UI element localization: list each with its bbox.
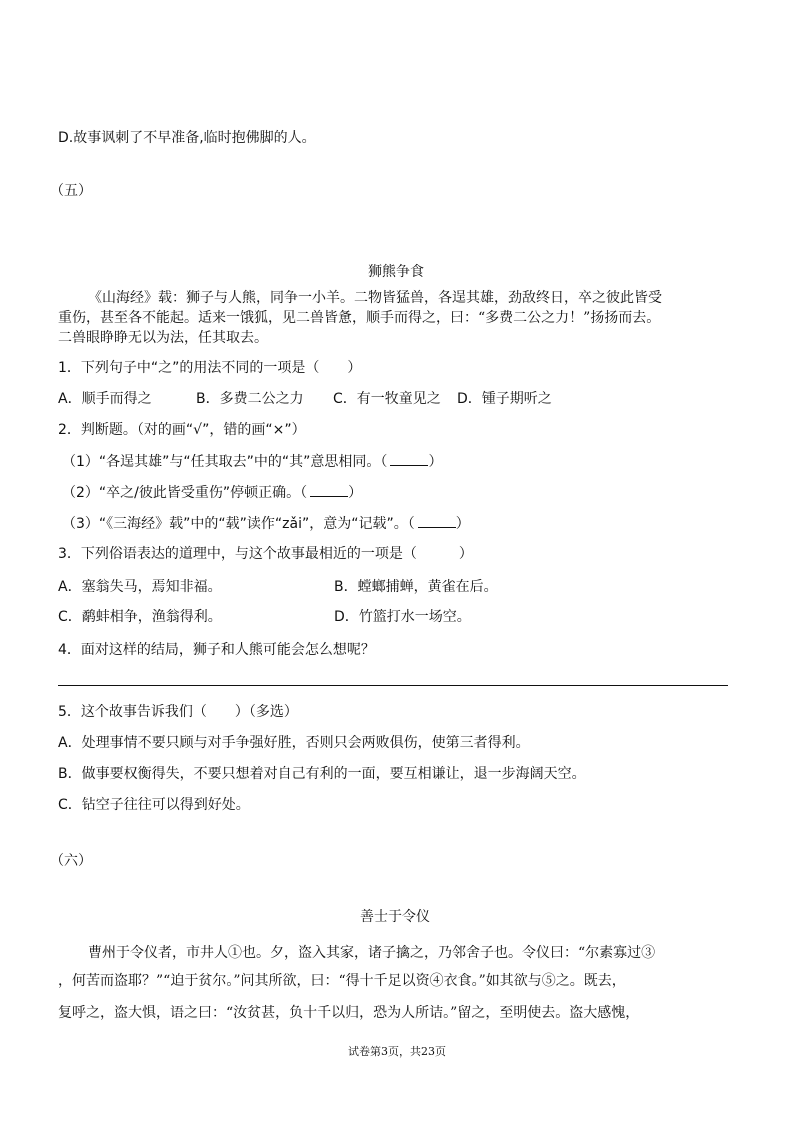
page-footer: 试卷第3页，共23页	[348, 1045, 446, 1058]
question-2-2-text: （2）“卒之/彼此皆受重伤”停顿正确。（	[62, 485, 308, 501]
q5-option-c: C．钻空子往往可以得到好处。	[58, 797, 250, 813]
question-2-3	[62, 513, 470, 534]
section-6-label: （六）	[50, 853, 92, 869]
q1-option-c: C．有一牧童见之	[333, 391, 441, 407]
question-4: 4．面对这样的结局，狮子和人熊可能会怎么想呢？	[58, 642, 375, 658]
q5-option-b: B．做事要权衡得失，不要只想着对自己有利的一面，要互相谦让，退一步海阔天空。	[58, 766, 586, 782]
question-2: 2．判断题。（对的画“√”，错的画“×”）	[58, 422, 306, 438]
question-5: 5．这个故事告诉我们（ ）（多选）	[58, 704, 298, 720]
question-3: 3．下列俗语表达的道理中，与这个故事最相近的一项是（ ）	[58, 546, 473, 562]
section-6-title: 善士于令仪	[360, 909, 430, 925]
answer-blank-2-1[interactable]	[390, 451, 428, 466]
q3-option-a: A．塞翁失马，焉知非福。	[58, 579, 222, 595]
answer-line-q4[interactable]	[58, 685, 728, 686]
q1-option-d: D．锺子期听之	[457, 391, 552, 407]
answer-blank-2-2[interactable]	[310, 482, 348, 497]
close-paren: ）	[428, 454, 443, 470]
passage-5-line-1: 《山海经》载：狮子与人熊，同争一小羊。二物皆猛兽，各逞其雄，劲敌终日，卒之彼此皆受	[88, 290, 662, 306]
close-paren: ）	[348, 485, 363, 501]
q1-option-b: B．多费二公之力	[196, 391, 304, 407]
close-paren: ）	[455, 516, 470, 532]
passage-6-line-2: ，何苦而盗耶？”“迫于贫尔。”问其所欲，曰：“得十千足以资④衣食。”如其欲与⑤之。既去，	[58, 973, 626, 989]
question-1: 1．下列句子中“之”的用法不同的一项是（ ）	[58, 360, 362, 376]
passage-6-line-3: 复呼之，盗大惧，语之曰：“汝贫甚，负十千以归，恐为人所诘。”留之，至明使去。盗大感愧，	[58, 1005, 640, 1021]
q3-option-d: D．竹篮打水一场空。	[334, 609, 471, 625]
q5-option-a: A．处理事情不要只顾与对手争强好胜，否则只会两败俱伤，使第三者得利。	[58, 735, 530, 751]
section-5-title: 狮熊争食	[368, 264, 424, 280]
q1-option-a: A．顺手而得之	[58, 391, 152, 407]
question-2-3-text: （3）“《三海经》载”中的“载”读作“zǎi”，意为“记载”。（	[62, 516, 415, 532]
q3-option-b: B．螳螂捕蝉，黄雀在后。	[334, 579, 498, 595]
q3-option-c: C．鹬蚌相争，渔翁得利。	[58, 609, 222, 625]
answer-blank-2-3[interactable]	[418, 513, 456, 528]
question-2-1	[62, 451, 442, 472]
section-5-label: （五）	[50, 183, 92, 199]
passage-5-line-3: 二兽眼睁睁无以为法，任其取去。	[58, 330, 268, 346]
passage-6-line-1: 曹州于令仪者，市井人①也。夕，盗入其家，诸子擒之，乃邻舍子也。令仪曰：“尔素寡过③	[88, 945, 656, 961]
question-2-1-text: （1）“各逞其雄”与“任其取去”中的“其”意思相同。（	[62, 454, 388, 470]
option-d-text: D.故事讽刺了不早准备,临时抱佛脚的人。	[58, 130, 316, 146]
question-2-2	[62, 482, 362, 503]
passage-5-line-2: 重伤，甚至各不能起。适来一饿狐，见二兽皆惫，顺手而得之，曰：“多费二公之力！”扬扬而去。	[58, 310, 661, 326]
